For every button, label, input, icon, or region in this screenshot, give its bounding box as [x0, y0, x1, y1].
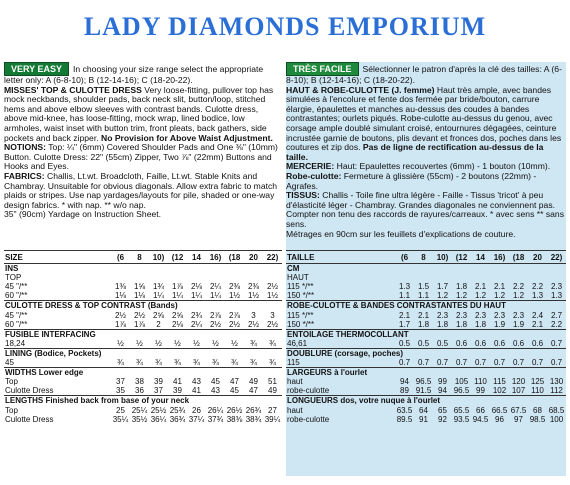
- cell-value: 1½: [266, 291, 279, 301]
- row-label: WIDTHS Lower edge: [4, 368, 282, 378]
- cell-value: 1.7: [436, 282, 449, 292]
- row-label: 18,24: [5, 338, 26, 348]
- row-label: TAILLE: [286, 251, 395, 264]
- cell-value: 0.7: [474, 358, 487, 368]
- cell-value: 1.2: [455, 291, 468, 301]
- cell-value: ¾: [250, 338, 257, 348]
- cell-value: ¾: [269, 338, 276, 348]
- cell-value: 68: [533, 405, 542, 415]
- cell-value: 51: [268, 377, 277, 387]
- cell-value: 99: [438, 377, 447, 387]
- en-intro: VERY EASY In choosing your size range select the appropriate letter only: A (6-8-10); B (12-14-16); C (18-20-22).: [4, 64, 264, 85]
- cell-value: (18: [225, 251, 244, 264]
- cell-value: 41: [192, 386, 201, 396]
- fr-table-row: [286, 348, 566, 358]
- row-label: ROBE-CULOTTE & BANDES CONTRASTANTES DU HAUT: [286, 301, 566, 311]
- cell-value: 96.5: [453, 386, 470, 396]
- cell-value: 2.3: [436, 310, 449, 320]
- cell-value: 1.8: [436, 319, 449, 329]
- fr-metrage-note: Métrages en 90cm sur les feuillets d'explications de couture.: [286, 228, 516, 239]
- cell-value: 47: [249, 386, 258, 396]
- cell-value: ¾: [136, 358, 143, 368]
- en-table-row: [4, 406, 282, 415]
- cell-value: ¾: [212, 358, 219, 368]
- en-table-row: [4, 377, 282, 386]
- row-label: haut: [287, 405, 303, 415]
- cell-value: 20: [244, 251, 263, 264]
- cell-value: 96: [495, 414, 504, 424]
- cell-value: 2½: [133, 310, 146, 320]
- row-label: 115 */**: [287, 310, 314, 320]
- en-table-row: [4, 386, 282, 396]
- cell-value: 2.1: [493, 282, 506, 292]
- row-label: Culotte Dress: [5, 386, 54, 396]
- fr-table-row: [286, 386, 566, 396]
- cell-value: ½: [231, 338, 238, 348]
- cell-value: 0.6: [493, 338, 506, 348]
- row-label: CULOTTE DRESS & TOP CONTRAST (Bands): [4, 301, 282, 311]
- row-label: Top: [5, 405, 18, 415]
- cell-value: 0.5: [436, 338, 449, 348]
- en-table-row: [4, 301, 282, 311]
- cell-value: 2.7: [550, 310, 563, 320]
- cell-value: 68.5: [548, 405, 565, 415]
- cell-value: 1.5: [417, 282, 430, 292]
- cell-value: 94: [438, 386, 447, 396]
- cell-value: ¾: [117, 358, 124, 368]
- row-label: Top: [5, 377, 18, 387]
- cell-value: 38⅜: [226, 414, 243, 424]
- en-table-row: [4, 348, 282, 358]
- cell-value: 2¼: [209, 282, 222, 292]
- en-table-row: [4, 251, 282, 264]
- cell-value: 10): [433, 251, 452, 264]
- cell-value: 0.7: [417, 358, 430, 368]
- cell-value: (6: [395, 251, 414, 264]
- cell-value: 2.2: [550, 319, 563, 329]
- cell-value: 36: [135, 386, 144, 396]
- cell-value: 35: [116, 386, 125, 396]
- cell-value: 2.1: [417, 310, 430, 320]
- cell-value: 1.2: [474, 291, 487, 301]
- cell-value: 26: [192, 405, 201, 415]
- cell-value: 110: [474, 377, 487, 387]
- cell-value: 2⅜: [247, 282, 260, 292]
- tres-facile-badge: TRÈS FACILE: [286, 62, 359, 76]
- cell-value: 130: [549, 377, 564, 387]
- fr-table-row: [286, 368, 566, 378]
- cell-value: 8: [130, 251, 149, 264]
- en-table-row: [4, 264, 282, 274]
- en-description: MISSES' TOP & CULOTTE DRESS Very loose-fitting, pullover top has mock neckbands, shoulder pads, back neck slit, button/loop, stitched hems and above elbow sleeves with contrast bands. Culotte dress, above mid-knee, has loose-fitting, mock wrap, lined bodice, low armholes, waist inset with button trim, front pleats, back gathers, side pockets and back zipper. No Provision for Above Waist Adjustment.: [4, 84, 274, 143]
- cell-value: ¾: [193, 358, 200, 368]
- row-label: INS: [4, 264, 282, 274]
- row-label: DOUBLURE (corsage, poches): [286, 348, 566, 358]
- row-label: HAUT: [287, 273, 309, 283]
- cell-value: 22): [547, 251, 566, 264]
- cell-value: 14: [471, 251, 490, 264]
- cell-value: ½: [193, 338, 200, 348]
- cell-value: 2.3: [455, 310, 468, 320]
- row-label: CM: [286, 264, 566, 274]
- cell-value: 16): [206, 251, 225, 264]
- cell-value: 20: [528, 251, 547, 264]
- fr-table-row: [286, 377, 566, 386]
- cell-value: 2⅞: [209, 310, 222, 320]
- fr-mercerie: MERCERIE: Haut: Epaulettes recouvertes (6mm) - 1 bouton (10mm). Robe-culotte: Fermeture à glissière (55cm) - 2 boutons (22mm) - Agrafes.: [286, 161, 551, 191]
- very-easy-badge: VERY EASY: [4, 62, 69, 76]
- cell-value: 25¾: [169, 405, 186, 415]
- cell-value: 0.7: [455, 358, 468, 368]
- row-label: LARGEURS à l'ourlet: [286, 368, 566, 378]
- cell-value: 1⅞: [171, 282, 184, 292]
- cell-value: 1¼: [209, 291, 222, 301]
- cell-value: 0.7: [493, 358, 506, 368]
- cell-value: 1¼: [152, 291, 165, 301]
- cell-value: 110: [531, 386, 544, 396]
- cell-value: 100: [549, 414, 564, 424]
- cell-value: 25½: [150, 405, 167, 415]
- cell-value: 0.7: [512, 358, 525, 368]
- cell-value: 25¼: [131, 405, 148, 415]
- cell-value: 125: [530, 377, 545, 387]
- cell-value: 45: [230, 386, 239, 396]
- cell-value: 37: [154, 386, 163, 396]
- row-label: haut: [287, 377, 303, 387]
- cell-value: 26½: [226, 405, 243, 415]
- row-label: 45 "/**: [5, 310, 28, 320]
- fr-table-row: [286, 301, 566, 311]
- cell-value: 26¾: [245, 405, 262, 415]
- cell-value: 39¼: [264, 414, 281, 424]
- cell-value: 2.1: [474, 282, 487, 292]
- en-table-row: [4, 339, 282, 349]
- cell-value: 2¼: [190, 319, 203, 329]
- page-title: LADY DIAMONDS EMPORIUM: [83, 12, 487, 41]
- cell-value: 1⅞: [114, 319, 127, 329]
- cell-value: 38: [135, 377, 144, 387]
- row-label: 150 */**: [287, 291, 315, 301]
- cell-value: 45: [211, 377, 220, 387]
- cell-value: 43: [211, 386, 220, 396]
- cell-value: 49: [249, 377, 258, 387]
- cell-value: ½: [212, 338, 219, 348]
- cell-value: 41: [173, 377, 182, 387]
- fr-table-row: [286, 406, 566, 415]
- cell-value: 1.9: [493, 319, 506, 329]
- cell-value: 65: [438, 405, 447, 415]
- cell-value: 63.5: [396, 405, 413, 415]
- en-table-row: [4, 396, 282, 406]
- cell-value: 2.3: [512, 310, 525, 320]
- english-yardage-table: [4, 250, 282, 476]
- cell-value: 1.2: [493, 291, 506, 301]
- fr-intro: TRÈS FACILE Sélectionner le patron d'après la clé des tailles: A (6-8-10); B (12-14-16); C (18-20-22).: [286, 64, 562, 85]
- row-label: 115 */**: [287, 282, 314, 292]
- french-description: [286, 62, 566, 250]
- row-label: 46,61: [287, 338, 308, 348]
- row-label: 60 "/**: [5, 319, 28, 329]
- fr-table-row: [286, 282, 566, 291]
- fr-table-row: [286, 358, 566, 368]
- cell-value: 94: [400, 377, 409, 387]
- en-table-row: [4, 311, 282, 320]
- cell-value: 1.9: [512, 319, 525, 329]
- cell-value: 0.7: [436, 358, 449, 368]
- row-label: 115: [287, 358, 300, 368]
- cell-value: (12: [168, 251, 187, 264]
- cell-value: 65.5: [453, 405, 470, 415]
- cell-value: 35½: [131, 414, 148, 424]
- fr-table-row: [286, 251, 566, 264]
- cell-value: 2.1: [531, 319, 544, 329]
- cell-value: 92: [438, 414, 447, 424]
- cell-value: 66: [476, 405, 485, 415]
- cell-value: 2½: [114, 310, 127, 320]
- cell-value: 0.7: [550, 358, 563, 368]
- cell-value: 14: [187, 251, 206, 264]
- cell-value: 0.5: [417, 338, 430, 348]
- cell-value: 1.7: [398, 319, 411, 329]
- french-yardage-table: [286, 250, 566, 476]
- cell-value: 8: [414, 251, 433, 264]
- cell-value: 38¾: [245, 414, 262, 424]
- fr-table-row: [286, 320, 566, 330]
- cell-value: 1.8: [455, 319, 468, 329]
- fr-table-row: [286, 415, 566, 424]
- cell-value: 2⅝: [171, 310, 184, 320]
- row-label: LINING (Bodice, Pockets): [4, 348, 282, 358]
- cell-value: (6: [111, 251, 130, 264]
- cell-value: ¾: [269, 358, 276, 368]
- cell-value: 2.3: [474, 310, 487, 320]
- cell-value: 91.5: [415, 386, 432, 396]
- cell-value: 35¼: [112, 414, 129, 424]
- cell-value: 105: [454, 377, 469, 387]
- cell-value: 2.1: [398, 310, 411, 320]
- cell-value: 98.5: [529, 414, 546, 424]
- cell-value: 3: [270, 310, 275, 320]
- cell-value: 115: [493, 377, 506, 387]
- cell-value: 2⅛: [171, 319, 184, 329]
- cell-value: 89.5: [396, 414, 413, 424]
- cell-value: 89: [400, 386, 409, 396]
- cell-value: 1⅛: [133, 291, 146, 301]
- cell-value: 1.2: [436, 291, 449, 301]
- cell-value: 0.6: [512, 338, 525, 348]
- cell-value: 0.7: [550, 338, 563, 348]
- cell-value: 2½: [228, 319, 241, 329]
- cell-value: 0.6: [531, 338, 544, 348]
- cell-value: 112: [550, 386, 563, 396]
- row-label: TOP: [5, 273, 22, 283]
- cell-value: 1.3: [398, 282, 411, 292]
- cell-value: 96.5: [415, 377, 432, 387]
- cell-value: 107: [511, 386, 526, 396]
- fr-table-row: [286, 339, 566, 349]
- en-table-row: [4, 282, 282, 291]
- cell-value: 16): [490, 251, 509, 264]
- cell-value: 10): [149, 251, 168, 264]
- row-label: 45 "/**: [5, 282, 28, 292]
- fr-table-row: [286, 329, 566, 339]
- cell-value: 2⅜: [228, 282, 241, 292]
- cell-value: ½: [136, 338, 143, 348]
- row-label: robe-culotte: [287, 386, 330, 396]
- cell-value: ½: [117, 338, 124, 348]
- fr-tissus: TISSUS: Challis - Toile fine ultra légère - Faille - Tissus 'tricot' à peu d'élasticité léger - Chambray. Grandes diagonales ne conviennent pas. Compter non tenu des raccords de rayures/carreaux. * avec sens ** sans sens.: [286, 190, 565, 229]
- en-notions: NOTIONS: Top: ¼" (6mm) Covered Shoulder Pads and One ⅜" (10mm) Button. Culotte Dress: 22" (55cm) Zipper, Two ⅞" (22mm) Buttons and Hooks and Eyes.: [4, 142, 278, 172]
- cell-value: 47: [230, 377, 239, 387]
- row-label: SIZE: [4, 251, 111, 264]
- cell-value: 36¼: [150, 414, 167, 424]
- row-label: ENTOILAGE THERMOCOLLANT: [286, 329, 566, 339]
- cell-value: 2.3: [550, 282, 563, 292]
- cell-value: 39: [173, 386, 182, 396]
- cell-value: 37¾: [207, 414, 224, 424]
- cell-value: 1.1: [398, 291, 411, 301]
- en-table-row: [4, 273, 282, 282]
- en-table-row: [4, 358, 282, 368]
- en-yardage-note: 35" (90cm) Yardage on Instruction Sheet.: [4, 209, 162, 220]
- cell-value: 1¼: [171, 291, 184, 301]
- cell-value: 1½: [228, 291, 241, 301]
- cell-value: 37: [116, 377, 125, 387]
- cell-value: 1¾: [152, 282, 165, 292]
- cell-value: 1.2: [512, 291, 525, 301]
- en-table-row: [4, 368, 282, 378]
- cell-value: 64: [419, 405, 428, 415]
- cell-value: 2¾: [190, 310, 203, 320]
- row-label: FUSIBLE INTERFACING: [4, 329, 282, 339]
- cell-value: 102: [492, 386, 507, 396]
- cell-value: (12: [452, 251, 471, 264]
- cell-value: 2.3: [493, 310, 506, 320]
- cell-value: 2½: [266, 282, 279, 292]
- cell-value: 2: [156, 319, 161, 329]
- cell-value: 39: [154, 377, 163, 387]
- fr-table-row: [286, 273, 566, 282]
- cell-value: 2⅝: [152, 310, 165, 320]
- en-table-row: [4, 329, 282, 339]
- row-label: robe-culotte: [287, 414, 330, 424]
- cell-value: 91: [419, 414, 428, 424]
- cell-value: 49: [268, 386, 277, 396]
- fr-table-row: [286, 311, 566, 320]
- cell-value: 0.6: [474, 338, 487, 348]
- cell-value: 93.5: [453, 414, 470, 424]
- cell-value: ¾: [155, 358, 162, 368]
- cell-value: 1.3: [531, 291, 544, 301]
- cell-value: 0.5: [398, 338, 411, 348]
- cell-value: 2⅞: [228, 310, 241, 320]
- en-fabrics: FABRICS: Challis, Lt.wt. Broadcloth, Faille, Lt.wt. Stable Knits and Chambray. Unsuitable for obvious diagonals. Allow extra fabric to match plaids or stripes. Use nap yardages/layouts for pile, shaded or one-way design fabrics. * with nap. ** w/o nap.: [4, 170, 278, 210]
- cell-value: 2½: [266, 319, 279, 329]
- en-table-row: [4, 415, 282, 424]
- cell-value: 1¼: [190, 291, 203, 301]
- cell-value: 0.6: [455, 338, 468, 348]
- cell-value: 1.8: [474, 319, 487, 329]
- cell-value: 22): [263, 251, 282, 264]
- cell-value: 2.2: [531, 282, 544, 292]
- row-label: LONGUEURS dos, votre nuque à l'ourlet: [286, 396, 566, 406]
- cell-value: 2.2: [512, 282, 525, 292]
- cell-value: 99: [476, 386, 485, 396]
- cell-value: 1.8: [417, 319, 430, 329]
- cell-value: 37¼: [188, 414, 205, 424]
- cell-value: ½: [174, 338, 181, 348]
- cell-value: 94.5: [472, 414, 489, 424]
- en-table-row: [4, 291, 282, 301]
- cell-value: ½: [155, 338, 162, 348]
- cell-value: 2⅛: [190, 282, 203, 292]
- cell-value: 25: [116, 405, 125, 415]
- cell-value: 1.1: [417, 291, 430, 301]
- cell-value: ¾: [250, 358, 257, 368]
- cell-value: 1.3: [550, 291, 563, 301]
- cell-value: 2½: [247, 319, 260, 329]
- row-label: 45: [5, 358, 14, 368]
- cell-value: 120: [511, 377, 526, 387]
- fr-description: HAUT & ROBE-CULOTTE (J. femme) Haut très ample, avec bandes simulées à l'encolure et fente dos fermée par bride/bouton, carrure élargie, épaulettes et manches au-dessus des coudes à bandes contrastantes; ourlets piqués. Robe-culotte au-dessus du genou, avec corsage ample doublé simulant croisé, entournures dégagées, ceinture incrustée garnie de boutons, plis devant et fronces dos, poches dans les coutures et zip dos. Pas de ligne de rectification au-dessus de la taille.: [286, 84, 562, 162]
- row-label: LENGTHS Finished back from base of your neck: [4, 396, 282, 406]
- cell-value: 1⅛: [114, 291, 127, 301]
- row-label: Culotte Dress: [5, 414, 54, 424]
- cell-value: 43: [192, 377, 201, 387]
- row-label: 150 */**: [287, 319, 315, 329]
- cell-value: 3: [251, 310, 256, 320]
- cell-value: 2.4: [531, 310, 544, 320]
- cell-value: 1⅜: [114, 282, 127, 292]
- cell-value: 1½: [247, 291, 260, 301]
- cell-value: 1.8: [455, 282, 468, 292]
- cell-value: 1⅝: [133, 282, 146, 292]
- fr-table-row: [286, 291, 566, 301]
- en-table-row: [4, 320, 282, 330]
- cell-value: (18: [509, 251, 528, 264]
- row-label: 60 "/**: [5, 291, 28, 301]
- cell-value: 27: [268, 405, 277, 415]
- cell-value: 36¾: [169, 414, 186, 424]
- fr-table-row: [286, 264, 566, 274]
- cell-value: 67.5: [510, 405, 527, 415]
- fr-table-row: [286, 396, 566, 406]
- cell-value: 97: [514, 414, 523, 424]
- cell-value: 0.7: [531, 358, 544, 368]
- cell-value: 0.7: [398, 358, 411, 368]
- cell-value: 2½: [209, 319, 222, 329]
- cell-value: 1⅞: [133, 319, 146, 329]
- cell-value: 26¼: [207, 405, 224, 415]
- cell-value: ¾: [231, 358, 238, 368]
- cell-value: ¾: [174, 358, 181, 368]
- english-description: [4, 62, 282, 250]
- cell-value: 66.5: [491, 405, 508, 415]
